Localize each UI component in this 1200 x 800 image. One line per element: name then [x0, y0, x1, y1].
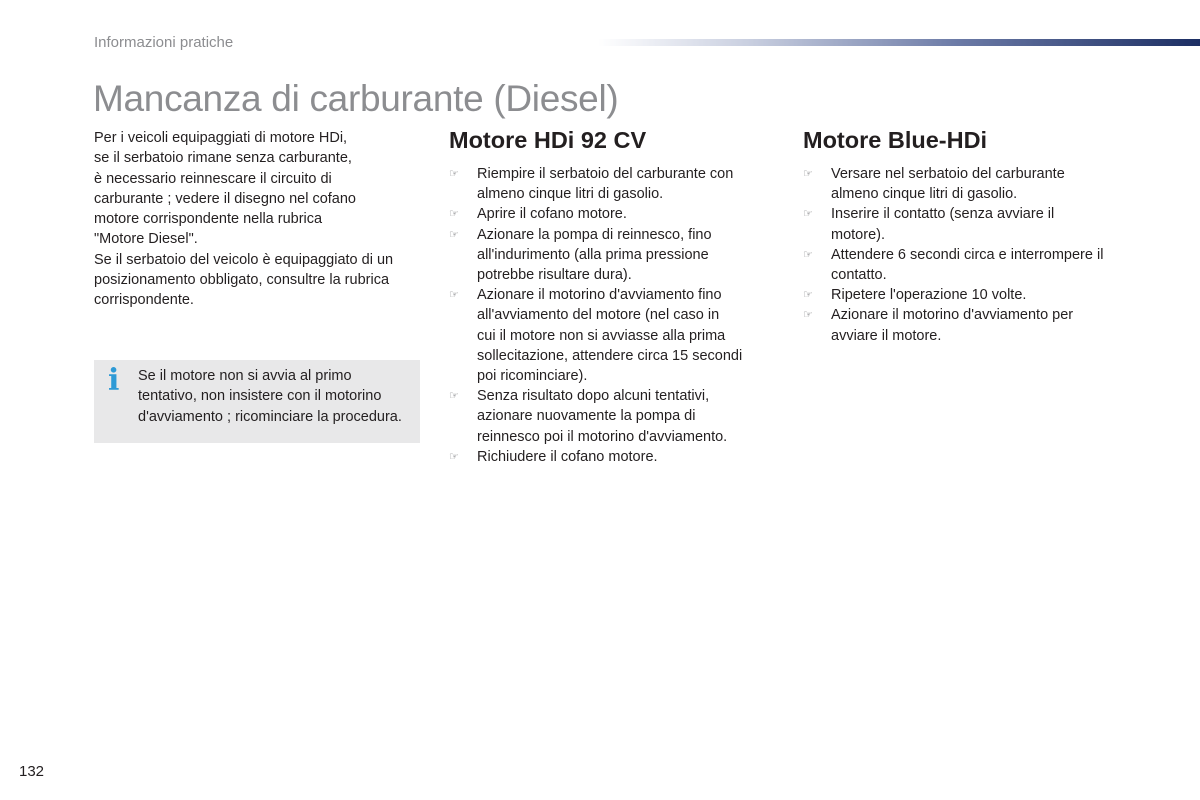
step-item — [449, 164, 775, 204]
step-item — [803, 285, 1133, 305]
pointing-hand-icon: ☞ — [803, 309, 813, 322]
section-heading-hdi-92: Motore HDi 92 CV — [449, 127, 647, 153]
pointing-hand-icon: ☞ — [803, 168, 813, 180]
intro-line: carburante ; vedere il disegno nel cofano — [94, 190, 356, 207]
info-line: Se il motore non si avvia al primo — [138, 368, 352, 384]
step-text-line: poi ricominciare). — [477, 368, 588, 385]
step-text-line: Ripetere l'operazione 10 volte. — [831, 287, 1027, 304]
section-label: Informazioni pratiche — [94, 34, 234, 51]
pointing-hand-icon: ☞ — [449, 208, 459, 221]
info-box-text — [138, 366, 418, 427]
step-item — [803, 164, 1133, 204]
intro-line: Se il serbatoio del veicolo è equipaggiato di un — [94, 251, 394, 268]
intro-paragraph-1 — [94, 128, 424, 250]
steps-list-blue-hdi — [803, 164, 1133, 346]
step-text-line: motore). — [831, 226, 885, 243]
step-item — [449, 386, 775, 447]
pointing-hand-icon: ☞ — [449, 228, 459, 241]
step-text-line: contatto. — [831, 267, 887, 284]
pointing-hand-icon: ☞ — [803, 248, 813, 261]
step-text-line: all'avviamento del motore (nel caso in — [477, 307, 720, 324]
step-text-line: avviare il motore. — [831, 327, 942, 344]
step-item — [803, 204, 1133, 244]
intro-line: Per i veicoli equipaggiati di motore HDi, — [94, 130, 348, 146]
intro-line: "Motore Diesel". — [94, 231, 198, 248]
section-heading-blue-hdi: Motore Blue-HDi — [803, 127, 988, 153]
step-text-line: all'indurimento (alla prima pressione — [477, 246, 709, 263]
pointing-hand-icon: ☞ — [449, 168, 459, 180]
step-text-line: Azionare il motorino d'avviamento fino — [477, 287, 722, 304]
section-hdi-92 — [449, 125, 775, 467]
step-text-line: reinnesco poi il motorino d'avviamento. — [477, 428, 728, 445]
intro-paragraph-2 — [94, 250, 424, 311]
info-line: d'avviamento ; ricominciare la procedura. — [138, 408, 402, 425]
intro-line: è necessario reinnescare il circuito di — [94, 170, 332, 187]
pointing-hand-icon: ☞ — [803, 208, 813, 221]
step-text-line: Versare nel serbatoio del carburante — [831, 166, 1065, 182]
pointing-hand-icon: ☞ — [449, 390, 459, 403]
intro-line: posizionamento obbligato, consultre la rubrica — [94, 272, 390, 289]
intro-line: se il serbatoio rimane senza carburante, — [94, 150, 352, 167]
step-item — [449, 225, 775, 286]
step-item — [449, 204, 775, 224]
steps-list-hdi-92 — [449, 164, 775, 467]
pointing-hand-icon: ☞ — [449, 450, 459, 463]
info-line: tentativo, non insistere con il motorino — [138, 388, 382, 405]
info-box — [94, 360, 420, 443]
section-blue-hdi — [803, 125, 1133, 346]
step-text-line: almeno cinque litri di gasolio. — [831, 186, 1018, 203]
page-number: 132 — [19, 763, 45, 780]
pointing-hand-icon: ☞ — [449, 289, 459, 302]
intro-text — [94, 128, 424, 311]
step-text-line: Inserire il contatto (senza avviare il — [831, 206, 1055, 223]
step-item — [803, 245, 1133, 285]
step-item — [449, 447, 775, 467]
step-item — [449, 285, 775, 386]
step-text-line: potrebbe risultare dura). — [477, 267, 632, 284]
intro-line: motore corrispondente nella rubrica — [94, 211, 323, 228]
pointing-hand-icon: ☞ — [803, 289, 813, 302]
step-text-line: Attendere 6 secondi circa e interrompere il — [831, 246, 1104, 263]
step-text-line: Senza risultato dopo alcuni tentativi, — [477, 388, 710, 405]
step-item — [803, 305, 1133, 345]
step-text-line: Riempire il serbatoio del carburante con — [477, 166, 734, 182]
step-text-line: Azionare il motorino d'avviamento per — [831, 307, 1074, 324]
step-text-line: Azionare la pompa di reinnesco, fino — [477, 226, 712, 243]
intro-line: corrispondente. — [94, 292, 194, 309]
step-text-line: cui il motore non si avviasse alla prima — [477, 327, 726, 344]
step-text-line: sollecitazione, attendere circa 15 secondi — [477, 347, 743, 364]
step-text-line: Aprire il cofano motore. — [477, 206, 627, 223]
info-icon: i — [108, 363, 120, 398]
header-gradient-bar — [598, 39, 1200, 46]
step-text-line: azionare nuovamente la pompa di — [477, 408, 696, 425]
page-title: Mancanza di carburante (Diesel) — [93, 78, 619, 119]
step-text-line: Richiudere il cofano motore. — [477, 448, 658, 465]
step-text-line: almeno cinque litri di gasolio. — [477, 186, 664, 203]
